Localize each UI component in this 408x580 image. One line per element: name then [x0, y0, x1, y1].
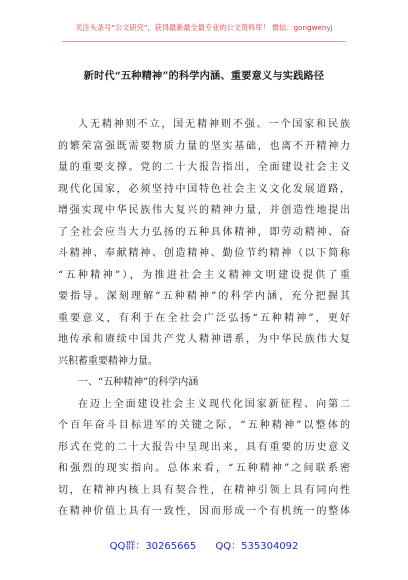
document-body [58, 114, 350, 523]
paragraph-1-line: 增强实现中华民族伟大复兴的精神力量，并创造性地提出 [58, 205, 350, 216]
paragraph-2-line: 切，在精神内核上具有契合性，在精神引领上具有同向性 [58, 484, 350, 496]
paragraph-2-line: 个百年奋斗目标进军的关键之际，“五种精神”以整体的 [58, 420, 350, 431]
paragraph-1-line: 要指导。深刻理解“五种精神”的科学内涵，充分把握其 [58, 291, 350, 302]
paragraph-2-line: 和强烈的现实指向。总体来看，“五种精神”之间联系密 [58, 463, 350, 474]
paragraph-2-line: 在精神价值上具有一致性，因而形成一个有机统一的整体 [58, 506, 350, 517]
paragraph-1-line: 的繁荣富强既需要物质力量的坚实基础，也离不开精神力 [58, 140, 350, 152]
paragraph-1-line: “五种精神”），为推进社会主义精神文明建设提供了重 [58, 269, 350, 281]
paragraph-2-line: 形式在党的二十大报告中呈现出来，具有重要的历史意义 [58, 441, 350, 453]
qq-number: QQ：535304092 [215, 541, 299, 552]
paragraph-1-line: 地传承和赓续中国共产党人精神谱系，为中华民族伟大复 [58, 334, 350, 345]
paragraph-1-line: 重要意义，有利于在全社会广泛弘扬“五种精神”，更好 [58, 312, 350, 324]
document-title: 新时代“五种精神”的科学内涵、重要意义与实践路径 [83, 70, 325, 82]
paragraph-1-line: 斗精神、奉献精神、创造精神、勤俭节约精神（以下简称 [58, 248, 350, 259]
paragraph-1-line: 现代化国家，必须坚持中国特色社会主义文化发展道路， [58, 183, 350, 195]
paragraph-1-line: 量的重要支撑。党的二十大报告指出，全面建设社会主义 [58, 162, 350, 173]
paragraph-1-line: 人无精神则不立，国无精神则不强。一个国家和民族 [78, 119, 350, 130]
paragraph-1-line: 兴积蓄重要精神力量。 [58, 355, 158, 367]
header-banner: 关注头条号“公文研究”，获得最新最全最专业的公文资料库！ 微信：gongwenyj [75, 23, 333, 32]
footer-contact [0, 537, 408, 552]
section-heading: 一、“五种精神”的科学内涵 [78, 377, 199, 388]
header-divider [62, 41, 346, 42]
paragraph-2-line: 在迈上全面建设社会主义现代化国家新征程、向第二 [78, 398, 350, 410]
paragraph-1-line: 了全社会应当大力弘扬的五种具体精神，即劳动精神、奋 [58, 226, 350, 238]
qq-group-number: QQ群：30265665 [109, 541, 197, 552]
